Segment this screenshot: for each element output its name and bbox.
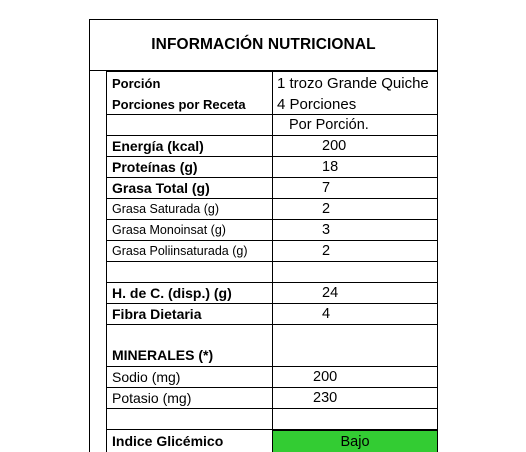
nutrient-value: 200 [322, 138, 347, 154]
nutrient-value: 3 [322, 222, 331, 238]
nutrient-row [106, 241, 438, 262]
servings-row [106, 94, 438, 115]
nutrient-value: 7 [322, 180, 331, 196]
nutrient-row [106, 220, 438, 241]
nutrient-label: Grasa Saturada (g) [106, 199, 273, 219]
empty-cell [273, 325, 438, 366]
per-portion-row [106, 115, 438, 136]
servings-label: Porciones por Receta [106, 94, 273, 114]
empty-cell [106, 262, 273, 282]
carb-label: Fibra Dietaria [106, 304, 273, 324]
nutrient-label: Energía (kcal) [106, 136, 273, 156]
portion-row [106, 72, 438, 94]
nutrient-label: Grasa Monoinsat (g) [106, 220, 273, 240]
nutrient-value: 2 [322, 243, 331, 259]
empty-cell [106, 115, 273, 135]
minerals-header-row [106, 325, 438, 367]
nutrient-row [106, 199, 438, 220]
carb-value: 24 [322, 285, 339, 301]
mineral-value: 200 [313, 369, 338, 385]
glycemic-label: Indice Glicémico [106, 430, 273, 452]
minerals-header: MINERALES (*) [106, 325, 273, 366]
nutrient-value: 2 [322, 201, 331, 217]
glycemic-row [106, 430, 438, 452]
carb-row [106, 283, 438, 304]
spacer-row [106, 262, 438, 283]
portion-label: Porción [106, 72, 273, 94]
glycemic-value: Bajo [273, 430, 438, 452]
carb-label: H. de C. (disp.) (g) [106, 283, 273, 303]
spacer-row [106, 409, 438, 430]
nutrient-label: Proteínas (g) [106, 157, 273, 177]
empty-cell [106, 409, 273, 429]
carb-value: 4 [322, 306, 331, 322]
nutrient-row [106, 136, 438, 157]
nutrient-row [106, 178, 438, 199]
servings-value: 4 Porciones [277, 95, 357, 113]
panel-title: INFORMACIÓN NUTRICIONAL [90, 20, 437, 71]
empty-cell [273, 409, 438, 429]
portion-value: 1 trozo Grande Quiche [277, 74, 429, 92]
mineral-row [106, 388, 438, 409]
mineral-row [106, 367, 438, 388]
empty-cell [273, 262, 438, 282]
mineral-label: Sodio (mg) [106, 367, 273, 387]
nutrient-label: Grasa Total (g) [106, 178, 273, 198]
mineral-value: 230 [313, 390, 338, 406]
nutrient-row [106, 157, 438, 178]
nutrient-label: Grasa Poliinsaturada (g) [106, 241, 273, 261]
per-portion-header: Por Porción. [289, 117, 369, 133]
carb-row [106, 304, 438, 325]
nutrition-panel [89, 19, 438, 452]
mineral-label: Potasio (mg) [106, 388, 273, 408]
nutrition-table [106, 71, 438, 452]
nutrient-value: 18 [322, 159, 339, 175]
